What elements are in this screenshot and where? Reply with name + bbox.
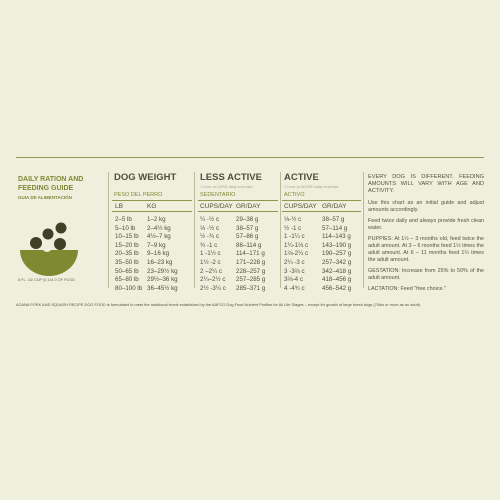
active-spanish: ACTIVO <box>284 192 305 198</box>
notes-puppies: PUPPIES: At 1½ – 3 months old, feed twice the adult amount. At 3 – 6 months feed 1½ times the adult amount. At 6 – 11 months feed 1¼ times the adult amount. <box>368 236 484 263</box>
table-cell-lg: 285–371 g <box>236 284 266 292</box>
table-cell-kg: 7–9 kg <box>147 241 166 249</box>
table-cell-lb: 65–80 lb <box>115 276 139 284</box>
table-cell-ag: 342–418 g <box>322 267 352 275</box>
table-cell-kg: 36–45½ kg <box>147 284 178 292</box>
table-cell-lg: 257–285 g <box>236 276 266 284</box>
kibble-light <box>42 242 52 252</box>
cup-note: 8 FL. OZ CUP (0,114.0 OF FOOD <box>18 278 76 282</box>
notes-lactation: LACTATION: Feed "free choice." <box>368 286 446 292</box>
table-cell-lg: 29–38 g <box>236 216 259 223</box>
feeding-guide-panel <box>16 157 484 300</box>
table-cell-lb: 2–5 lb <box>115 216 132 223</box>
divider-2 <box>194 172 195 288</box>
dog-weight-spanish: PESO DEL PERRO <box>114 192 163 198</box>
less-active-note: 1 hour or LESS daily exercise <box>200 184 253 189</box>
notes-frequency: Feed twice daily and always provide fresh clean water. <box>368 218 484 231</box>
table-cell-ac: 2¼ -3 c <box>284 259 305 266</box>
table-cell-lc: ¾ -1 c <box>200 241 218 249</box>
table-cell-ag: 38–57 g <box>322 216 345 223</box>
feeding-notes <box>368 174 484 297</box>
divider-1 <box>108 172 109 288</box>
table-cell-lc: 1 -1½ c <box>200 250 221 258</box>
dog-weight-heading: DOG WEIGHT <box>114 172 177 183</box>
less-cups-header: CUPS/DAY <box>200 203 233 210</box>
table-cell-lg: 114–171 g <box>236 250 265 258</box>
kibble-dark-top <box>43 229 54 240</box>
table-cell-lc: 2½ -3¼ c <box>200 284 226 292</box>
notes-gestation: GESTATION: Increase from 25% to 50% of the adult amount. <box>368 268 484 281</box>
table-cell-lg: 228–257 g <box>236 267 266 275</box>
active-note: 1 hour or MORE daily exercise <box>284 184 339 189</box>
active-cups-header: CUPS/DAY <box>284 203 317 210</box>
table-cell-ag: 456–542 g <box>322 284 352 292</box>
table-cell-kg: 2–4½ kg <box>147 224 171 232</box>
table-cell-kg: 23–29½ kg <box>147 267 178 275</box>
table-cell-lb: 15–20 lb <box>115 241 139 249</box>
table-cell-kg: 1–2 kg <box>147 216 166 223</box>
notes-usage: Use this chart as an initial guide and adjust amounts accordingly. <box>368 200 484 213</box>
table-cell-lg: 57–86 g <box>236 233 259 241</box>
table-cell-ac: ⅓-½ c <box>284 216 302 223</box>
table-cell-lg: 86–114 g <box>236 241 262 249</box>
kg-header: KG <box>147 203 157 210</box>
kibble-dark-right <box>56 223 67 234</box>
table-cell-ac: 4 -4¾ c <box>284 284 305 292</box>
food-bowl-icon <box>18 220 80 278</box>
table-cell-lc: ¼ -½ c <box>200 216 219 223</box>
divider-4 <box>363 172 364 288</box>
table-cell-lc: 1½ -2 c <box>200 259 221 266</box>
table-cell-lb: 5–10 lb <box>115 224 136 232</box>
active-gr-header: GR/DAY <box>322 203 347 210</box>
table-cell-lb: 20–35 lb <box>115 250 139 258</box>
table-cell-ac: 3 -3⅔ c <box>284 267 305 275</box>
table-cell-ac: 1⅔-2¼ c <box>284 250 309 258</box>
lb-header: LB <box>115 203 123 210</box>
table-cell-lb: 10–15 lb <box>115 233 139 241</box>
table-cell-ac: ½ -1 c <box>284 224 302 232</box>
table-cell-ag: 190–257 g <box>322 250 352 258</box>
table-cell-ac: 3⅔-4 c <box>284 276 303 284</box>
table-cell-lg: 38–57 g <box>236 224 259 232</box>
table-cell-kg: 29½–36 kg <box>147 276 178 284</box>
table-cell-lc: 2¼–2½ c <box>200 276 226 284</box>
kibble-dark-left <box>30 237 42 249</box>
table-cell-ac: 1 -1¼ c <box>284 233 305 241</box>
less-active-spanish: SEDENTARIO <box>200 192 236 198</box>
table-cell-lc: ⅓ -½ c <box>200 224 219 232</box>
guide-title: DAILY RATION AND FEEDING GUIDE <box>18 176 84 192</box>
table-cell-kg: 9–16 kg <box>147 250 170 258</box>
aafco-footnote: ACANA PORK AND SQUASH RECIPE DOG FOOD is formulated to meet the nutritional levels established by the AAFCO Dog Food Nutrient Profiles for All Life Stages – except for growth of large breed dogs (70lbs or more as an adult). <box>16 302 422 307</box>
table-cell-lb: 50–65 lb <box>115 267 139 275</box>
table-cell-lg: 171–228 g <box>236 259 266 266</box>
table-cell-ag: 143–190 g <box>322 241 352 249</box>
table-cell-kg: 4½–7 kg <box>147 233 171 241</box>
table-cell-lc: ½ -¾ c <box>200 233 219 241</box>
bowl-shape <box>20 250 78 276</box>
divider-3 <box>280 172 281 288</box>
less-active-heading: LESS ACTIVE <box>200 172 262 183</box>
table-cell-lc: 2 –2¼ c <box>200 267 223 275</box>
table-cell-lb: 80–100 lb <box>115 284 143 292</box>
active-heading: ACTIVE <box>284 172 319 183</box>
notes-lead: EVERY DOG IS DIFFERENT. FEEDING AMOUNTS WILL VARY WITH AGE AND ACTIVITY. <box>368 174 484 194</box>
guide-subtitle: GUIA DE ALIMENTACIÓN <box>18 195 72 200</box>
table-cell-ag: 114–143 g <box>322 233 351 241</box>
less-gr-header: GR/DAY <box>236 203 261 210</box>
table-cell-ag: 418–456 g <box>322 276 352 284</box>
table-cell-ag: 57–114 g <box>322 224 348 232</box>
kibble-dark-bottom <box>54 238 66 250</box>
table-cell-ag: 257–342 g <box>322 259 352 266</box>
table-cell-kg: 16–23 kg <box>147 259 173 266</box>
table-cell-ac: 1¼-1⅔ c <box>284 241 309 249</box>
table-cell-lb: 35–50 lb <box>115 259 139 266</box>
